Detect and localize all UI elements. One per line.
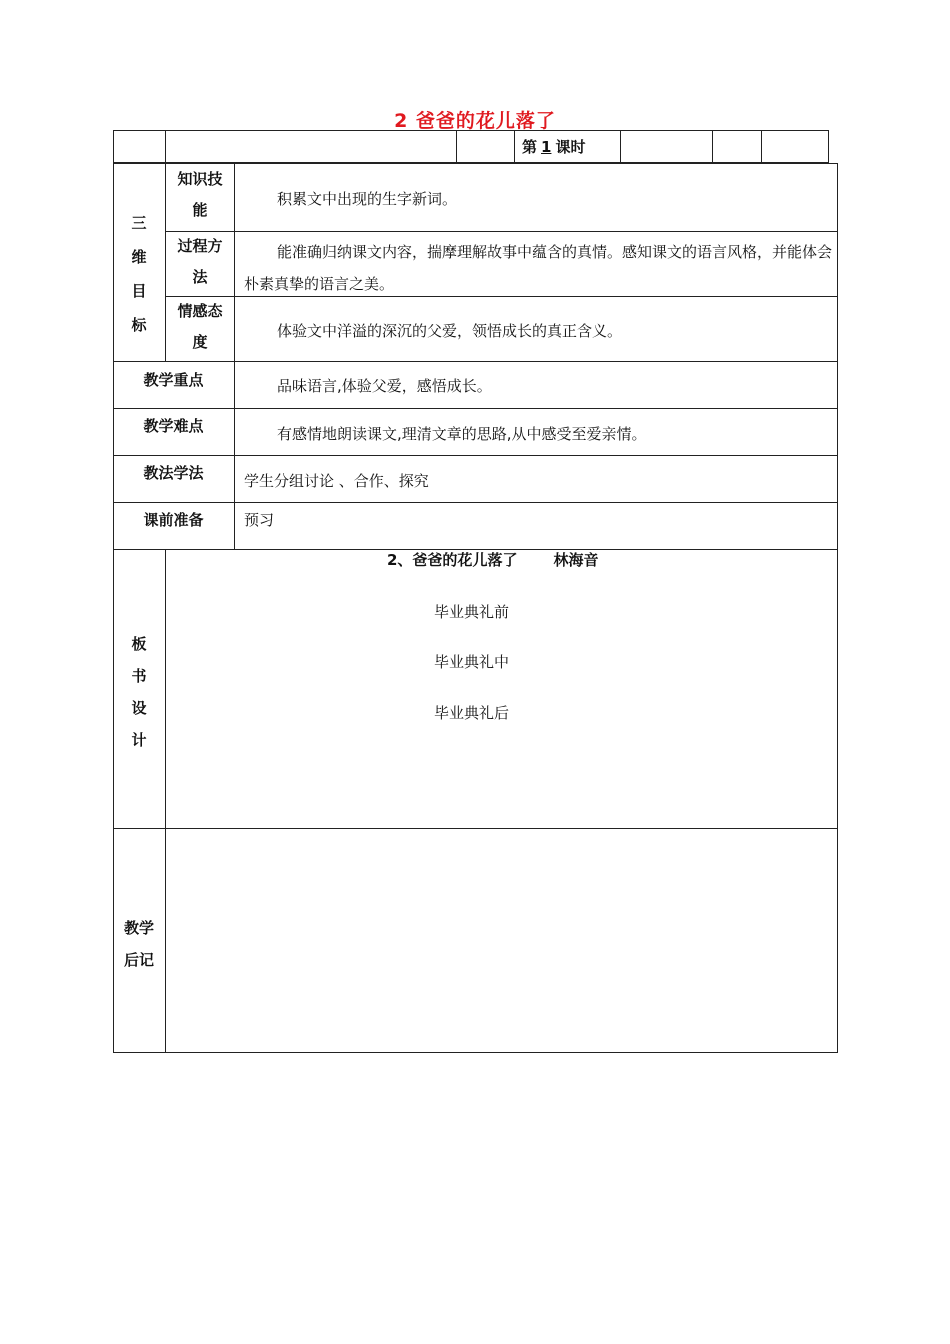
board-item: 毕业典礼中 [434,653,510,671]
lesson-number: 1 [541,138,552,156]
methods-label: 教法学法 [143,464,204,482]
goal-knowledge-label: 知识技 能 [177,170,223,219]
goal-emotion-text: 体验文中洋溢的深沉的父爱，领悟成长的真正含义。 [277,322,623,340]
lesson-period: 第 1 课时 [522,138,586,156]
key-points-text: 品味语言,体验父爱，感悟成长。 [277,377,492,395]
header-row [113,130,829,163]
goals-label: 三 维 目 标 [131,214,147,334]
difficulties-label: 教学难点 [143,417,204,435]
key-points-label: 教学重点 [143,371,204,389]
preparation-text: 预习 [244,511,275,529]
methods-text: 学生分组讨论 、合作、探究 [244,472,429,490]
board-label: 板 书 设 计 [131,635,147,749]
goal-knowledge-text: 积累文中出现的生字新词。 [277,190,458,208]
board-author: 林海音 [553,551,599,569]
board-item: 毕业典礼后 [434,704,510,722]
document-title: 2 爸爸的花儿落了 [394,110,556,132]
board-heading: 2、爸爸的花儿落了 林海音 [387,551,599,569]
preparation-label: 课前准备 [143,511,204,529]
board-item: 毕业典礼前 [434,603,510,621]
goal-process-label: 过程方 法 [177,237,223,286]
goal-process-text: 能准确归纳课文内容，揣摩理解故事中蕴含的真情。感知课文的语言风格，并能体会朴素真挚的语言之美。 [244,243,833,293]
notes-label: 教学 后记 [123,919,154,969]
difficulties-text: 有感情地朗读课文,理清文章的思路,从中感受至爱亲情。 [277,425,647,443]
goal-emotion-label: 情感态 度 [177,302,223,351]
